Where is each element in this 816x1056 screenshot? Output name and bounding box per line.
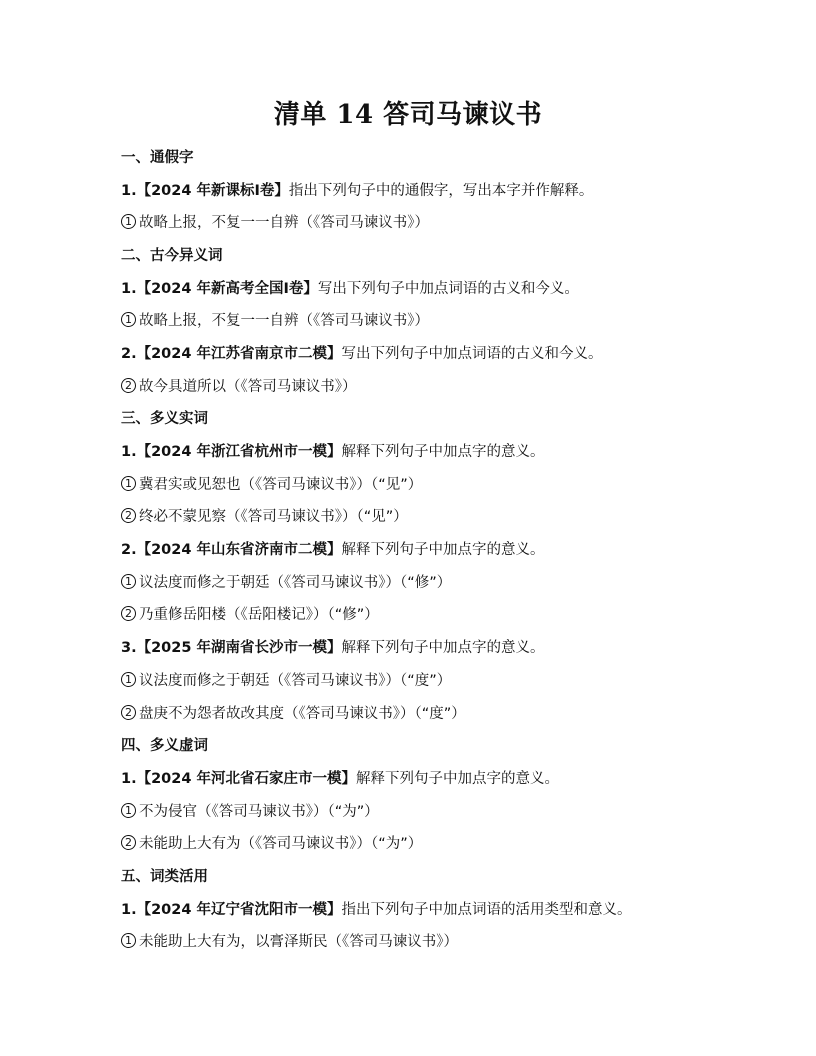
circled-number-marker: 1: [121, 476, 136, 491]
section-heading: 二、古今异义词: [121, 247, 223, 264]
list-item: [121, 303, 721, 336]
question-text: 写出下列句子中加点词语的古义和今义。: [341, 345, 603, 362]
question-source: 1.【2024 年浙江省杭州市一模】: [121, 444, 342, 461]
item-text: 终必不蒙见察（《答司马谏议书》）（“见”）: [139, 509, 408, 526]
circled-number-marker: 1: [121, 312, 136, 327]
question-line: [121, 630, 721, 663]
question-source: 1.【2024 年河北省石家庄市一模】: [121, 770, 357, 787]
question-text: 指出下列句子中的通假字，写出本字并作解释。: [288, 182, 594, 199]
list-item: [121, 369, 721, 402]
item-text: 故略上报，不复一一自辨（《答司马谏议书》）: [139, 313, 429, 330]
list-item: [121, 826, 721, 859]
list-item: [121, 598, 721, 631]
list-item: [121, 565, 721, 598]
question-text: 指出下列句子中加点词语的活用类型和意义。: [341, 901, 632, 918]
circled-number-marker: 1: [121, 933, 136, 948]
question-source: 2.【2024 年江苏省南京市二模】: [121, 345, 342, 362]
list-item: [121, 467, 721, 500]
list-item: [121, 663, 721, 696]
question-line: [121, 892, 721, 925]
circled-number-marker: 1: [121, 803, 136, 818]
item-text: 故今具道所以（《答司马谏议书》）: [139, 378, 357, 395]
question-source: 2.【2024 年山东省济南市二模】: [121, 542, 342, 559]
circled-number-marker: 2: [121, 508, 136, 523]
circled-number-marker: 2: [121, 705, 136, 720]
question-source: 1.【2024 年新高考全国Ⅰ卷】: [121, 280, 318, 297]
question-line: [121, 173, 721, 206]
document-body: [121, 140, 721, 957]
circled-number-marker: 1: [121, 672, 136, 687]
question-line: [121, 532, 721, 565]
question-text: 写出下列句子中加点词语的古义和今义。: [317, 280, 579, 297]
item-text: 未能助上大有为，以膏泽斯民（《答司马谏议书》）: [139, 934, 458, 951]
question-text: 解释下列句子中加点字的意义。: [356, 770, 560, 787]
section-heading: 五、词类活用: [121, 868, 208, 885]
item-text: 乃重修岳阳楼（《岳阳楼记》）（“修”）: [139, 607, 379, 624]
list-item: [121, 794, 721, 827]
list-item: [121, 500, 721, 533]
list-item: [121, 696, 721, 729]
section-heading: 四、多义虚词: [121, 738, 208, 755]
item-text: 未能助上大有为（《答司马谏议书》）（“为”）: [139, 836, 423, 853]
circled-number-marker: 1: [121, 214, 136, 229]
question-source: 1.【2024 年新课标Ⅰ卷】: [121, 182, 289, 199]
question-text: 解释下列句子中加点字的意义。: [341, 640, 545, 657]
item-text: 不为侵官（《答司马谏议书》）（“为”）: [139, 803, 379, 820]
item-text: 冀君实或见恕也（《答司马谏议书》）（“见”）: [139, 476, 423, 493]
item-text: 故略上报，不复一一自辨（《答司马谏议书》）: [139, 215, 429, 232]
circled-number-marker: 2: [121, 606, 136, 621]
question-line: [121, 336, 721, 369]
item-text: 盘庚不为怨者故改其度（《答司马谏议书》）（“度”）: [139, 705, 466, 722]
circled-number-marker: 1: [121, 574, 136, 589]
question-line: [121, 761, 721, 794]
question-source: 3.【2025 年湖南省长沙市一模】: [121, 640, 342, 657]
question-line: [121, 271, 721, 304]
page-title: 清单 14 答司马谏议书: [273, 100, 543, 130]
question-text: 解释下列句子中加点字的意义。: [341, 542, 545, 559]
circled-number-marker: 2: [121, 835, 136, 850]
section-heading: 一、通假字: [121, 149, 194, 166]
list-item: [121, 925, 721, 958]
item-text: 议法度而修之于朝廷（《答司马谏议书》）（“修”）: [139, 574, 452, 591]
section-heading: 三、多义实词: [121, 411, 208, 428]
question-text: 解释下列句子中加点字的意义。: [341, 444, 545, 461]
list-item: [121, 205, 721, 238]
question-source: 1.【2024 年辽宁省沈阳市一模】: [121, 901, 342, 918]
circled-number-marker: 2: [121, 378, 136, 393]
item-text: 议法度而修之于朝廷（《答司马谏议书》）（“度”）: [139, 672, 452, 689]
question-line: [121, 434, 721, 467]
